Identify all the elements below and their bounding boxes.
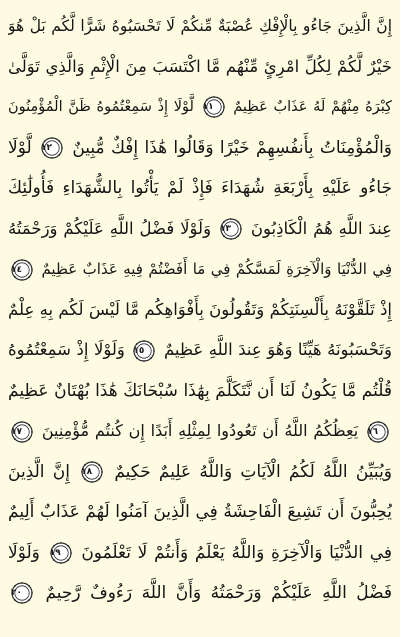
ayah-end-marker-icon [81, 461, 103, 483]
text-line [8, 128, 392, 169]
ayah-number: ١٧ [11, 426, 22, 437]
ayah-end-marker-icon [220, 218, 242, 240]
ayah-number: ٢٠ [11, 588, 22, 598]
verse-text: فِي الدُّنْيَا وَالْآخِرَةِ لَمَسَّكُمْ فِي مَا أَفَضْتُمْ فِيهِ عَذَابٌ عَظِيمٌ [41, 260, 392, 278]
verse-text: إِنَّ الَّذِينَ [8, 461, 70, 482]
text-line [8, 533, 392, 574]
ayah-number: ١٣ [219, 224, 231, 234]
verse-text: لَّوْلَا إِذْ سَمِعْتُمُوهُ ظَنَّ الْمُؤْمِنُونَ [8, 99, 194, 115]
verse-text: وَالْمُؤْمِنَاتُ بِأَنفُسِهِمْ خَيْرًا وَقَالُوا هَٰذَا إِفْكٌ مُّبِينٌ [72, 137, 392, 158]
ayah-number: ١٩ [49, 547, 61, 558]
verse-text: قُلْتُم مَّا يَكُونُ لَنَا أَن نَّتَكَلَّمَ بِهَٰذَا سُبْحَانَكَ هَٰذَا بُهْتَانٌ عَظِيمٌ [8, 380, 392, 401]
text-line [8, 492, 392, 533]
text-line [8, 330, 392, 371]
verse-text: إِنَّ الَّذِينَ جَاءُو بِالْإِفْكِ عُصْبَةٌ مِّنكُمْ لَا تَحْسَبُوهُ شَرًّا لَّكُم بَلْ هُوَ [8, 17, 392, 35]
ayah-end-marker-icon [11, 421, 33, 443]
text-line [8, 47, 392, 88]
verse-text: جَاءُو عَلَيْهِ بِأَرْبَعَةِ شُهَدَاءَ فَإِذْ لَمْ يَأْتُوا بِالشُّهَدَاءِ فَأُولَٰئِكَ [8, 178, 392, 198]
text-line [8, 249, 392, 290]
text-line [8, 411, 392, 452]
verse-text: يُحِبُّونَ أَن تَشِيعَ الْفَاحِشَةُ فِي الَّذِينَ آمَنُوا لَهُمْ عَذَابٌ أَلِيمٌ [8, 502, 392, 522]
ayah-end-marker-icon [367, 421, 389, 443]
ayah-number: ١٦ [367, 426, 379, 437]
verse-text: وَلَوْلَا إِذْ سَمِعْتُمُوهُ [8, 340, 125, 359]
verse-text: وَيُبَيِّنُ اللَّهُ لَكُمُ الْآيَاتِ وَاللَّهُ عَلِيمٌ حَكِيمٌ [114, 461, 392, 482]
verse-text: فَضْلُ اللَّهِ عَلَيْكُمْ وَرَحْمَتُهُ وَأَنَّ اللَّهَ رَءُوفٌ رَّحِيمٌ [45, 583, 392, 603]
ayah-end-marker-icon [11, 582, 33, 604]
ayah-end-marker-icon [50, 542, 72, 564]
ayah-number: ١٢ [41, 142, 52, 153]
verse-text: عِندَ اللَّهِ هُمُ الْكَاذِبُونَ [250, 218, 392, 238]
ayah-number: ١٥ [133, 345, 145, 356]
text-line [8, 573, 392, 614]
verse-text: فِي الدُّنْيَا وَالْآخِرَةِ وَاللَّهُ يَعْلَمُ وَأَنتُمْ لَا تَعْلَمُونَ [81, 542, 392, 563]
verse-text: خَيْرٌ لَّكُمْ لِكُلِّ امْرِئٍ مِّنْهُم مَّا اكْتَسَبَ مِنَ الْإِثْمِ وَالَّذِي تَوَلَّىٰ [8, 56, 392, 76]
text-line [8, 371, 392, 412]
text-line [8, 290, 392, 331]
text-line [8, 209, 392, 250]
text-line [8, 87, 392, 128]
verse-text: إِذْ تَلَقَّوْنَهُ بِأَلْسِنَتِكُمْ وَتَقُولُونَ بِأَفْوَاهِكُم مَّا لَيْسَ لَكُم بِهِ عِلْمٌ [8, 299, 392, 319]
verse-text: يَعِظُكُمُ اللَّهُ أَن تَعُودُوا لِمِثْلِهِ أَبَدًا إِن كُنتُم مُّؤْمِنِينَ [41, 421, 359, 440]
ayah-number: ١٨ [81, 466, 93, 477]
text-line [8, 6, 392, 47]
ayah-number: ١١ [202, 102, 214, 112]
text-line [8, 168, 392, 209]
verse-text: وَلَوْلَا [8, 542, 40, 563]
ayah-end-marker-icon [203, 96, 225, 118]
verse-text: كِبْرَهُ مِنْهُمْ لَهُ عَذَابٌ عَظِيمٌ [233, 99, 392, 115]
verse-text: وَلَوْلَا فَضْلُ اللَّهِ عَلَيْكُمْ وَرَحْمَتُهُ [8, 218, 212, 238]
ayah-end-marker-icon [133, 340, 155, 362]
ayah-number: ١٤ [11, 264, 22, 275]
verse-text: وَتَحْسَبُونَهُ هَيِّنًا وَهُوَ عِندَ اللَّهِ عَظِيمٌ [163, 340, 392, 359]
verse-text: لَّوْلَا [8, 137, 32, 158]
ayah-end-marker-icon [41, 137, 63, 159]
text-line [8, 452, 392, 493]
ayah-end-marker-icon [11, 259, 33, 281]
